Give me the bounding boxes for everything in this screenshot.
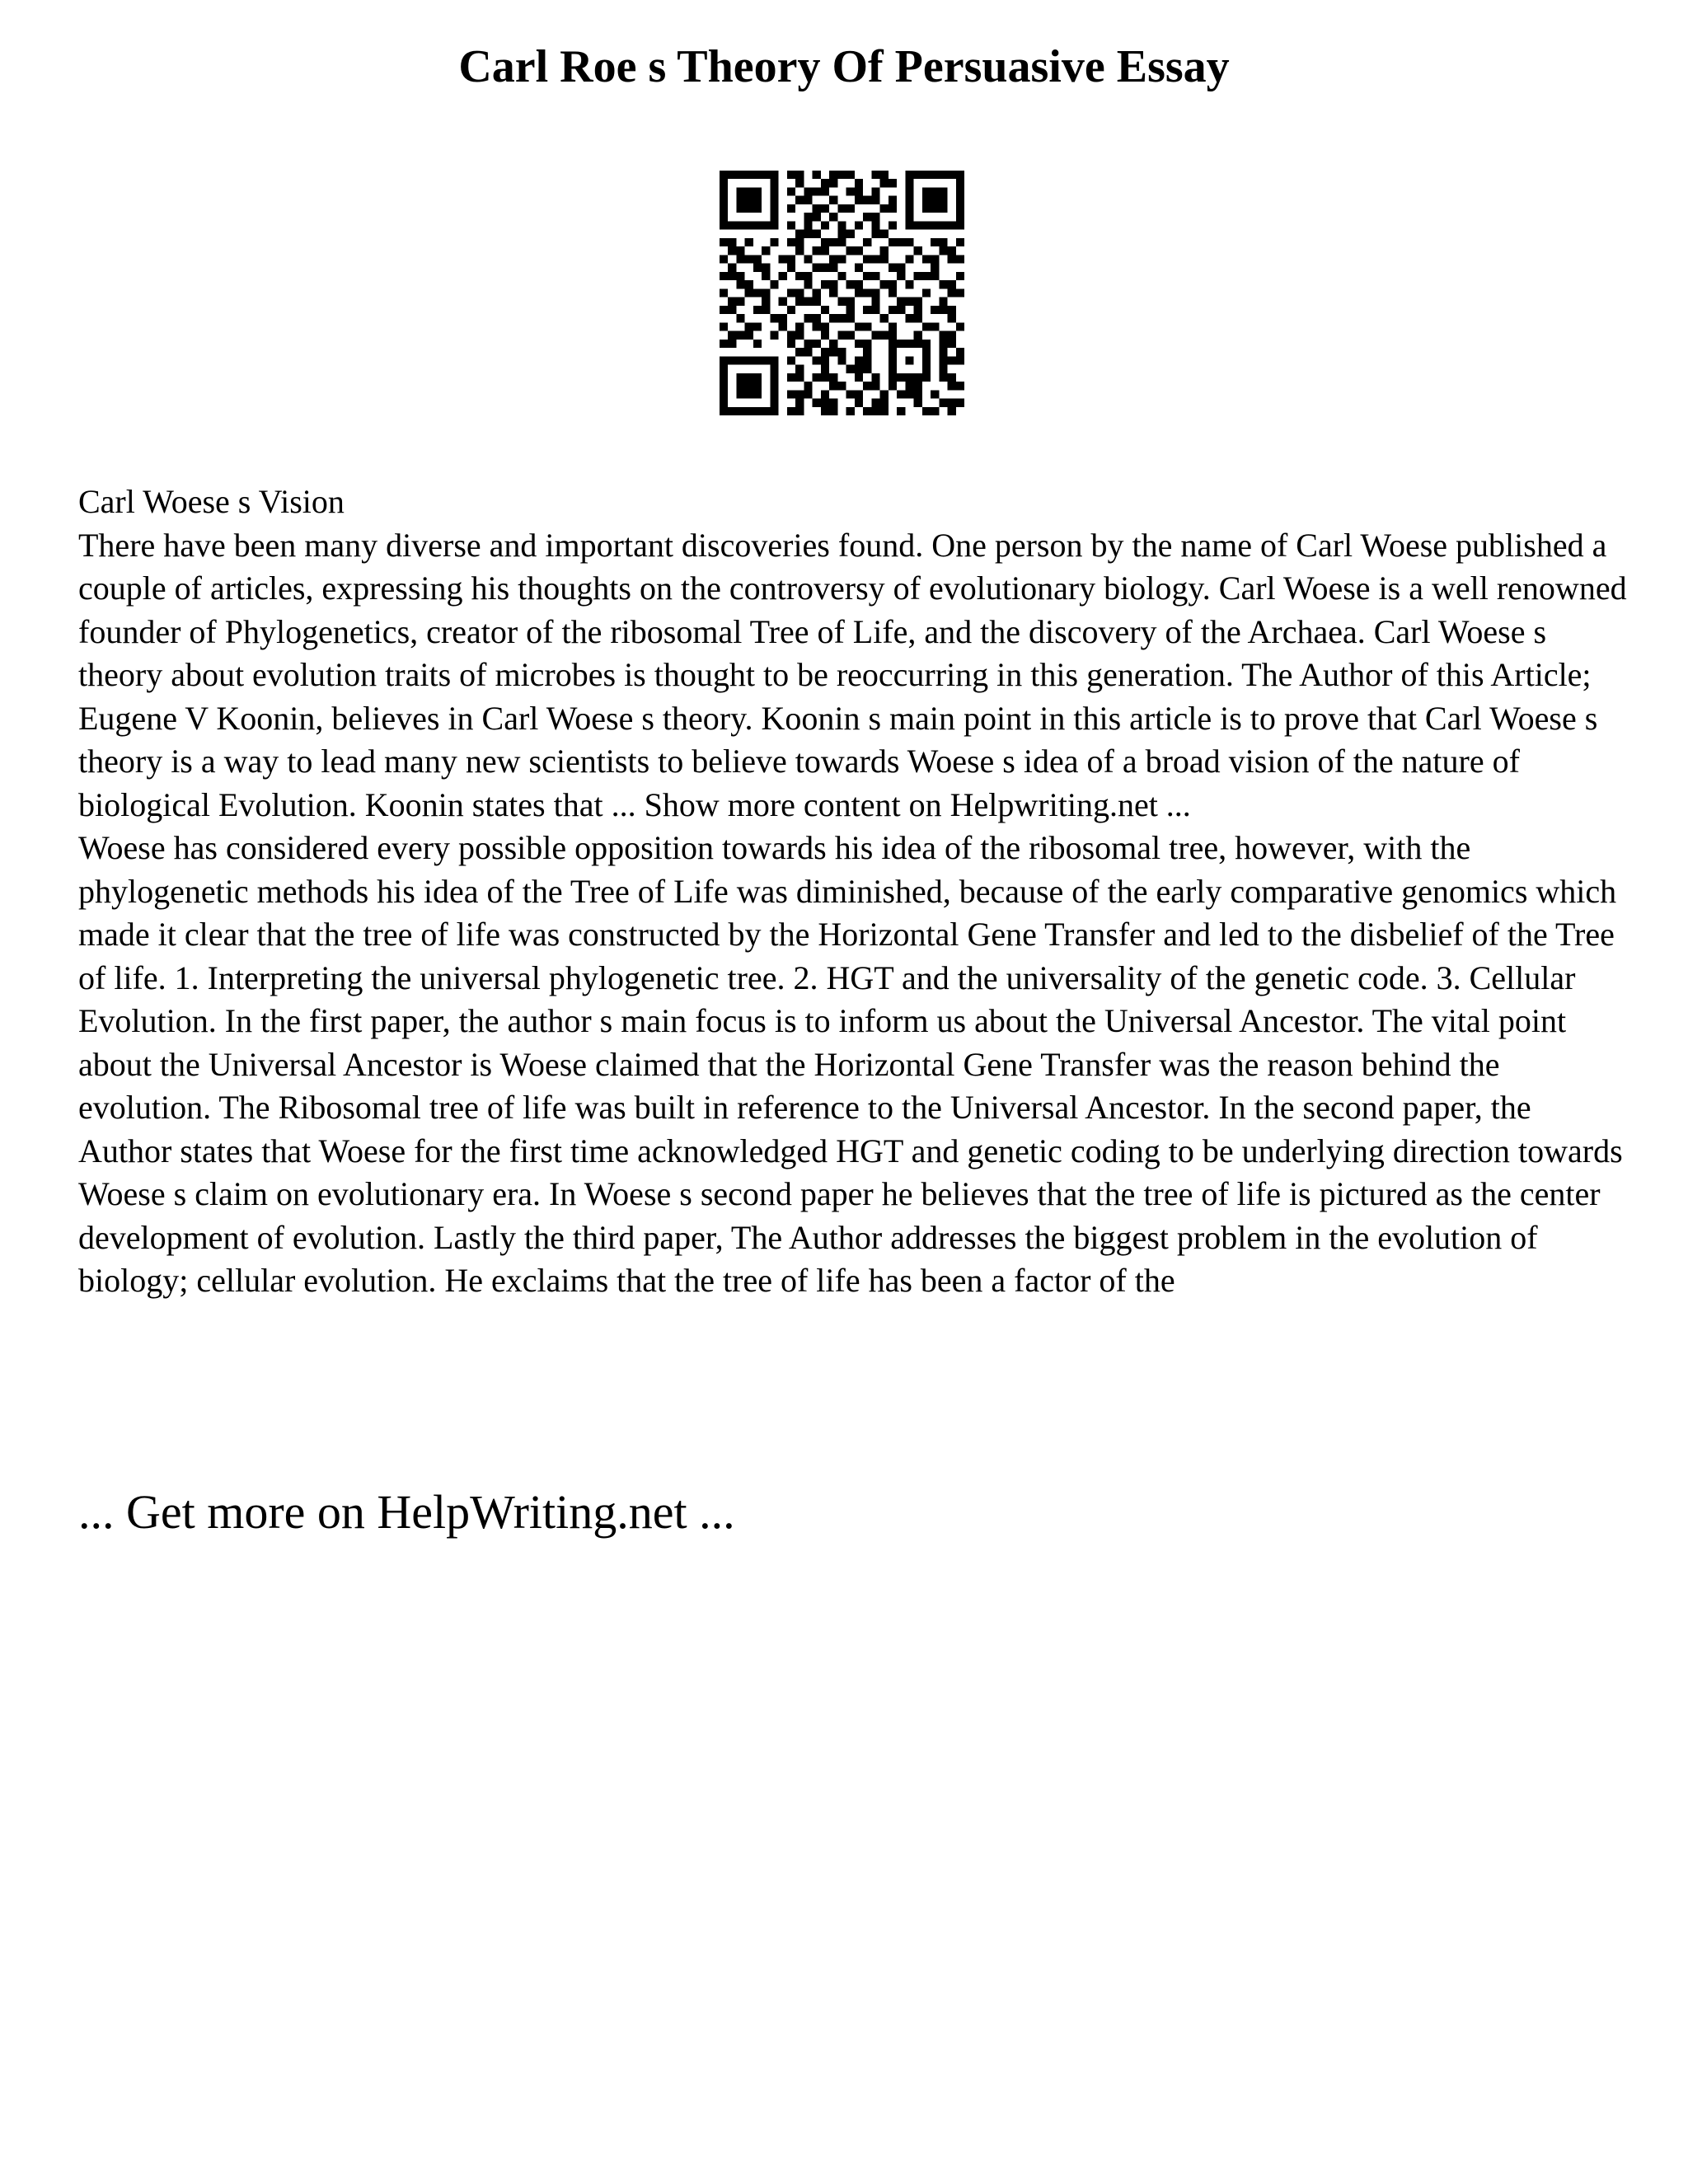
essay-body xyxy=(78,480,1628,1303)
qr-code-icon xyxy=(720,171,964,415)
essay-subtitle: Carl Woese s Vision xyxy=(78,483,345,520)
essay-paragraph-2: Woese has considered every possible opposition towards his idea of the ribosomal tree, however, with the phylogenetic methods his idea of the Tree of Life was diminished, because of the early comparative genomics which made it clear that the tree of life was constructed by the Horizontal Gene Transfer and led to the disbelief of the Tree of life. 1. Interpreting the universal phylogenetic tree. 2. HGT and the universality of the genetic code. 3. Cellular Evolution. In the first paper, the author s main focus is to inform us about the Universal Ancestor. The vital point about the Universal Ancestor is Woese claimed that the Horizontal Gene Transfer was the reason behind the evolution. The Ribosomal tree of life was built in reference to the Universal Ancestor. In the second paper, the Author states that Woese for the first time acknowledged HGT and genetic coding to be underlying direction towards Woese s claim on evolutionary era. In Woese s second paper he believes that the tree of life is pictured as the center development of evolution. Lastly the third paper, The Author addresses the biggest problem in the evolution of biology; cellular evolution. He exclaims that the tree of life has been a factor of the xyxy=(78,829,1623,1299)
essay-paragraph-1: There have been many diverse and important discoveries found. One person by the name of Carl Woese published a couple of articles, expressing his thoughts on the controversy of evolutionary biology. Carl Woese is a well renowned founder of Phylogenetics, creator of the ribosomal Tree of Life, and the discovery of the Archaea. Carl Woese s theory about evolution traits of microbes is thought to be reoccurring in this generation. The Author of this Article; Eugene V Koonin, believes in Carl Woese s theory. Koonin s main point in this article is to prove that Carl Woese s theory is a way to lead many new scientists to believe towards Woese s idea of a broad vision of the nature of biological Evolution. Koonin states that ... Show more content on Helpwriting.net ... xyxy=(78,526,1627,823)
get-more-link[interactable]: ... Get more on HelpWriting.net ... xyxy=(78,1485,735,1539)
document-title: Carl Roe s Theory Of Persuasive Essay xyxy=(458,41,1230,92)
